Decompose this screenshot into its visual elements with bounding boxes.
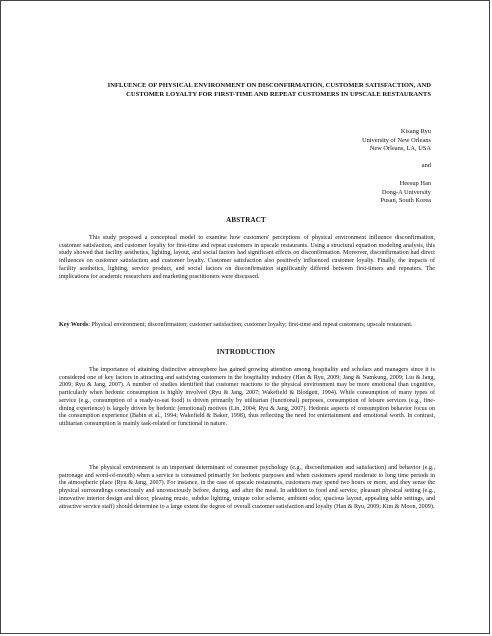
paper-title: INFLUENCE OF PHYSICAL ENVIRONMENT ON DISCONFIRMATION, CUSTOMER SATISFACTION, AND CUSTOMER LOYALTY FOR FIRST-TIME AND REPEAT CUSTOMERS IN UPSCALE RESTAURANTS	[107, 82, 431, 98]
author-name: Kisang Ryu	[400, 128, 431, 135]
author-name: Heesup Han	[399, 180, 431, 187]
abstract-heading: ABSTRACT	[226, 216, 266, 224]
author-affiliation: University of New Orleans	[361, 136, 431, 144]
keywords-text: : Physical environment; disconfirmation; customer satisfaction; customer loyalty; first-time and repeat customers; upscale restaurant.	[88, 322, 413, 328]
abstract-text: This study proposed a conceptual model to examine how customers' perceptions of physical environment influence disconfirmation, customer satisfaction, and customer loyalty for first-time and repeat customers in upscale restaurants. Using a structural equation modeling analysis, this study showed that facility aesthetics, lighting, layout, and social factors had significant effects on disconfirmation. Moreover, disconfirmation had direct influences on customer satisfaction and customer loyalty. Customer satisfaction also positively influenced customer loyalty. Finally, the impacts of facility aesthetics, lighting, service product, and social factors on disconfirmation significantly differed between first-timers and repeaters. The implications for academic researchers and marketing practitioners were discussed.	[59, 235, 435, 280]
introduction-paragraph-2: The physical environment is an important determinant of consumer psychology (e.g., disconfirmation and satisfaction) and behavior (e.g., patronage and word-of-mouth) when a service is consumed primarily for hedonic purposes and when customers spend moderate to long time periods in the atmospheric place (Ryu & Jang, 2007). For instance, in the case of upscale restaurants, customers may spend two hours or more, and they sense the physical surroundings consciously and unconsciously before, during, and after the meal. In addition to food and service, pleasant physical setting (e.g., innovative interior design and décor, pleasing music, subdue lighting, unique color scheme, ambient odor, spacious layout, appealing table settings, and attractive service staff) should determine to a large extent the degree of overall customer satisfaction and loyalty (Han & Ryu, 2009; Kim & Moon, 2009).	[59, 465, 435, 510]
author-location: Pusan, South Korea	[380, 197, 431, 205]
keywords-label: Key Words	[59, 322, 89, 328]
introduction-paragraph-1: The importance of attaining distinctive atmosphere has gained growing attention among hospitality and scholars and managers since it is considered one of key factors in attracting and satisfying customers in the hospitality industry (Han & Ryu, 2009; Jang & Namkung, 2009; Liu & Jang, 2009; Ryu & Jang, 2007). A number of studies identified that customer reactions to the physical environment may be more emotional than cognitive, particularly when hedonic consumption is highly involved (Ryu & Jang, 2007; Wakefield & Blodgett, 1994). While consumption of many types of service (e.g., consumption of a ready-to-eat food) is driven primarily by utilitarian (functional) purposes, consumption of leisure services (e.g., fine-dining experience) is largely driven by hedonic (emotional) motives (Lin, 2004; Ryu & Jang, 2007). Hedonic aspects of consumption behavior focus on the consumption experience (Babin et al., 1994; Wakefield & Baker, 1998), thus reflecting the need for entertainment and emotional worth. In contrast, utilitarian consumption is mainly task-related or functional in nature.	[59, 367, 435, 427]
author-affiliation: Dong-A University	[381, 188, 431, 196]
keywords	[59, 322, 435, 330]
author-conjunction: and	[421, 162, 431, 169]
author-block-2	[231, 180, 431, 206]
author-block-1	[231, 128, 431, 154]
author-location: New Orleans, LA, USA	[369, 145, 431, 153]
introduction-heading: INTRODUCTION	[216, 348, 276, 356]
